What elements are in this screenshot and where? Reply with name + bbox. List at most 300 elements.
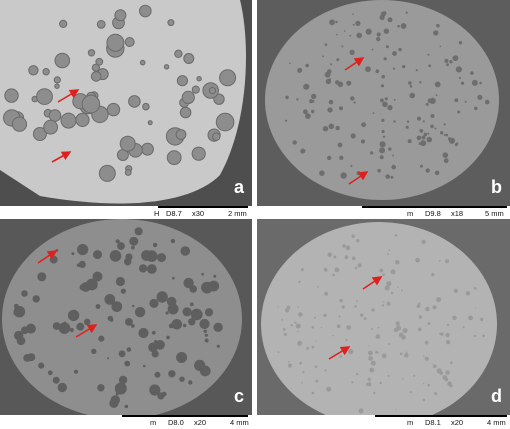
pore: [406, 12, 408, 14]
pore: [427, 137, 433, 143]
pore: [109, 399, 118, 408]
pore: [447, 324, 449, 326]
pore: [385, 286, 390, 291]
pore: [406, 352, 408, 354]
pore: [49, 110, 61, 122]
pore: [455, 143, 458, 146]
pore: [391, 165, 396, 170]
pore: [138, 328, 148, 338]
pore: [293, 140, 297, 144]
panel-letter-c: c: [233, 386, 244, 406]
pore: [370, 151, 373, 154]
pore: [172, 277, 175, 280]
pore: [54, 77, 60, 83]
pore: [380, 382, 382, 384]
pore: [401, 290, 403, 292]
pore: [417, 117, 421, 121]
pore: [204, 330, 207, 333]
pore: [53, 377, 60, 384]
pore: [445, 378, 448, 381]
pore: [177, 76, 187, 86]
pore: [74, 370, 78, 374]
pore: [324, 292, 328, 296]
pore: [314, 317, 316, 319]
pore: [86, 279, 98, 291]
pore: [125, 38, 134, 47]
pore: [361, 122, 366, 127]
pore: [356, 373, 358, 375]
pore: [477, 95, 482, 100]
pore: [322, 56, 324, 58]
pore: [445, 134, 448, 137]
pore: [385, 174, 390, 179]
working-distance-a: D8.7: [166, 209, 182, 218]
pore: [312, 392, 315, 395]
pore: [213, 275, 216, 278]
micrograph-c-image: [0, 219, 252, 415]
pore: [445, 370, 449, 374]
pore: [355, 267, 358, 270]
scale-label-c: 4 mm: [230, 418, 249, 427]
pore: [341, 172, 347, 178]
pore: [180, 107, 191, 118]
pore: [183, 324, 186, 327]
pore: [339, 156, 343, 160]
pore: [125, 170, 131, 176]
pore: [288, 361, 289, 362]
pore: [329, 100, 334, 105]
pore: [419, 129, 423, 133]
working-distance-d: D8.1: [425, 418, 441, 427]
pore: [335, 268, 340, 273]
pore: [372, 49, 374, 51]
pore: [453, 55, 459, 61]
pore: [353, 24, 355, 26]
pore: [369, 368, 374, 373]
pore: [12, 117, 26, 131]
pore: [311, 94, 316, 99]
pore: [431, 114, 435, 118]
pore: [192, 86, 199, 93]
pore: [352, 13, 354, 15]
pore: [419, 315, 422, 318]
pore: [192, 147, 205, 160]
pore: [84, 319, 91, 326]
micrograph-panel-c: [0, 219, 252, 415]
pore: [176, 352, 187, 363]
pore: [382, 273, 385, 276]
pore: [378, 327, 380, 329]
pore: [97, 21, 105, 29]
pore: [356, 300, 358, 302]
pore: [110, 250, 122, 262]
pore: [330, 63, 332, 65]
pore: [394, 328, 398, 332]
pore: [407, 121, 409, 123]
pore: [430, 125, 434, 129]
pore: [179, 377, 184, 382]
pore: [111, 301, 122, 312]
pore: [424, 133, 428, 137]
pore: [421, 240, 425, 244]
pore: [440, 332, 443, 335]
pore: [425, 341, 429, 345]
pore: [333, 255, 336, 258]
pore: [394, 99, 396, 101]
pore: [135, 307, 145, 317]
pore: [152, 331, 156, 335]
pore: [68, 310, 79, 321]
pore: [446, 63, 449, 66]
pore: [387, 253, 389, 255]
pore: [143, 103, 150, 110]
pore: [372, 308, 375, 311]
pore: [289, 62, 291, 64]
pore: [132, 305, 134, 307]
pore: [77, 244, 88, 255]
scale-label-d: 4 mm: [487, 418, 506, 427]
pore: [297, 331, 299, 333]
pore: [376, 334, 381, 339]
pore: [435, 128, 437, 130]
pore: [76, 113, 89, 126]
pore: [474, 335, 476, 337]
pore: [415, 258, 420, 263]
scale-bar-a: [158, 206, 248, 208]
pore: [140, 60, 145, 65]
pore: [444, 134, 446, 136]
pore: [381, 119, 384, 122]
pore: [430, 98, 436, 104]
pore: [205, 339, 209, 343]
pore: [435, 82, 441, 88]
pore: [384, 29, 389, 34]
pore: [197, 77, 201, 81]
pore: [395, 260, 400, 265]
pore: [220, 70, 236, 86]
pore: [475, 307, 476, 308]
pore: [26, 324, 36, 334]
pore: [356, 33, 362, 39]
pore: [299, 362, 302, 365]
pore: [306, 347, 309, 350]
pore: [317, 286, 319, 288]
pore: [55, 84, 59, 88]
pore: [125, 254, 132, 261]
pore: [138, 232, 141, 235]
pore: [124, 361, 130, 367]
pore: [58, 383, 67, 392]
pore: [434, 392, 437, 395]
pore: [60, 20, 67, 27]
pore: [420, 165, 423, 168]
pore: [291, 324, 293, 326]
pore: [364, 317, 367, 320]
pore: [359, 408, 364, 413]
pore: [119, 350, 126, 357]
pore: [375, 351, 378, 354]
pore: [82, 95, 100, 113]
pore: [354, 101, 356, 103]
pore: [200, 366, 211, 377]
pore: [401, 335, 406, 340]
pore: [323, 314, 326, 317]
pore: [328, 253, 332, 257]
pore: [14, 304, 19, 309]
pore: [408, 139, 412, 143]
micrograph-panel-a: [0, 0, 252, 206]
micrograph-panel-d: [257, 219, 510, 415]
pore: [449, 138, 455, 144]
pore: [465, 101, 467, 103]
info-bar-a: [0, 206, 252, 219]
pore: [350, 50, 355, 55]
pore: [397, 287, 398, 288]
pore: [93, 250, 102, 259]
pore: [408, 81, 412, 85]
pore: [436, 24, 440, 28]
pore: [315, 365, 318, 368]
pore: [419, 81, 421, 83]
pore: [285, 308, 289, 312]
pore: [402, 65, 405, 68]
pore: [409, 93, 415, 99]
pore: [388, 375, 390, 377]
pore: [96, 304, 101, 309]
pore: [338, 143, 343, 148]
pore: [466, 291, 470, 295]
pore: [373, 112, 375, 114]
pore: [416, 69, 418, 71]
pore: [23, 354, 31, 362]
pore: [388, 343, 390, 345]
pore: [418, 328, 422, 332]
pore: [367, 382, 371, 386]
pore: [435, 171, 440, 176]
pore: [312, 326, 315, 329]
pore: [91, 72, 101, 82]
magnification-c: x20: [194, 418, 207, 427]
pore: [351, 133, 356, 138]
pore: [379, 269, 383, 273]
pore: [147, 264, 157, 274]
pore: [303, 109, 308, 114]
pore: [117, 242, 125, 250]
pore: [213, 133, 220, 140]
pore: [172, 319, 183, 330]
pore: [425, 357, 429, 361]
pore: [337, 324, 341, 328]
pore: [149, 299, 158, 308]
pore: [351, 381, 353, 383]
pore: [315, 341, 316, 342]
pore: [119, 376, 127, 384]
pore: [426, 103, 429, 106]
pore: [29, 66, 38, 75]
pore: [297, 341, 302, 346]
pore: [131, 246, 135, 250]
pore: [326, 387, 331, 392]
pore: [423, 355, 424, 356]
pore: [368, 356, 373, 361]
pore: [392, 51, 397, 56]
pore: [298, 313, 300, 315]
pore: [327, 107, 332, 112]
pore: [397, 25, 400, 28]
scale-label-a: 2 mm: [228, 209, 247, 218]
pore: [423, 399, 426, 402]
pore: [395, 234, 398, 237]
pore: [129, 96, 141, 108]
pore: [164, 65, 168, 69]
pore: [404, 353, 408, 357]
pore: [373, 392, 375, 394]
detector-a: H: [154, 209, 160, 218]
pore: [392, 155, 394, 157]
pore: [33, 295, 40, 302]
magnification-d: x20: [451, 418, 464, 427]
pore: [382, 102, 388, 108]
pore: [277, 306, 278, 307]
pore: [459, 41, 462, 44]
pore: [346, 246, 351, 251]
pore: [444, 59, 448, 63]
pore: [387, 105, 392, 110]
pore: [166, 311, 169, 314]
pore: [417, 304, 421, 308]
pore: [417, 136, 422, 141]
pore: [142, 143, 154, 155]
pore: [285, 120, 287, 122]
pore: [401, 23, 407, 29]
pore: [120, 136, 135, 151]
pore: [426, 168, 430, 172]
pore: [336, 34, 338, 36]
pore: [380, 155, 384, 159]
pore: [324, 268, 328, 272]
pore: [427, 133, 429, 135]
pore: [116, 277, 125, 286]
pore: [115, 383, 127, 395]
pore: [294, 322, 296, 324]
pore: [76, 323, 84, 331]
pore: [213, 323, 222, 332]
pore: [171, 239, 175, 243]
pore: [468, 316, 473, 321]
pore: [134, 239, 137, 242]
pore: [209, 88, 215, 94]
pore: [48, 370, 53, 375]
pore: [474, 107, 478, 111]
pore: [298, 281, 300, 283]
pore: [377, 32, 381, 36]
scale-bar-b: [362, 206, 507, 208]
pore: [350, 96, 354, 100]
pore: [216, 113, 234, 131]
pore: [428, 384, 431, 387]
pore: [342, 244, 346, 248]
pore: [166, 336, 170, 340]
pore: [382, 130, 385, 133]
scale-label-b: 5 mm: [485, 209, 504, 218]
pore: [329, 124, 335, 130]
pore: [127, 347, 132, 352]
pore: [402, 378, 403, 379]
pore: [37, 272, 46, 281]
pore: [450, 362, 453, 365]
pore: [61, 113, 76, 128]
pore: [301, 382, 303, 384]
pore: [436, 94, 438, 96]
pore: [53, 322, 61, 330]
pore: [91, 349, 96, 354]
pore: [423, 120, 425, 122]
pore: [440, 131, 443, 134]
pore: [449, 384, 452, 387]
pore: [43, 69, 49, 75]
pore: [387, 302, 391, 306]
pore: [140, 5, 152, 17]
pore: [474, 287, 477, 290]
pore: [479, 82, 482, 85]
pore: [188, 380, 192, 384]
info-bar-d: [257, 415, 510, 428]
pore: [217, 345, 220, 348]
pore: [329, 78, 331, 80]
pore: [350, 165, 352, 167]
panel-letter-d: d: [491, 386, 502, 406]
pore: [428, 64, 431, 67]
pore: [433, 364, 437, 368]
pore: [205, 334, 208, 337]
pore: [184, 54, 194, 64]
pore: [386, 45, 389, 48]
pore: [480, 318, 483, 321]
pore: [325, 72, 331, 78]
pore: [148, 342, 158, 352]
pore: [432, 363, 433, 364]
pore: [456, 66, 462, 72]
pore: [321, 327, 322, 328]
pore: [400, 353, 403, 356]
pore: [354, 305, 357, 308]
pore: [449, 60, 452, 63]
pore: [50, 256, 58, 264]
pore: [482, 335, 485, 338]
pore: [410, 391, 412, 393]
pore: [97, 384, 104, 391]
pore: [384, 57, 387, 60]
pore: [131, 324, 135, 328]
pore: [315, 380, 318, 383]
pore: [366, 29, 372, 35]
pore: [393, 120, 395, 122]
pore: [327, 156, 331, 160]
pore: [352, 257, 356, 261]
magnification-a: x30: [192, 209, 205, 218]
pore: [38, 363, 44, 369]
pore: [381, 84, 384, 87]
pore: [335, 126, 339, 130]
pore: [325, 43, 328, 46]
pore: [16, 334, 21, 339]
scale-bar-c: [122, 415, 248, 417]
pore: [155, 372, 161, 378]
pore: [96, 58, 103, 65]
pore: [107, 357, 109, 359]
pore: [288, 364, 292, 368]
pore: [59, 322, 71, 334]
